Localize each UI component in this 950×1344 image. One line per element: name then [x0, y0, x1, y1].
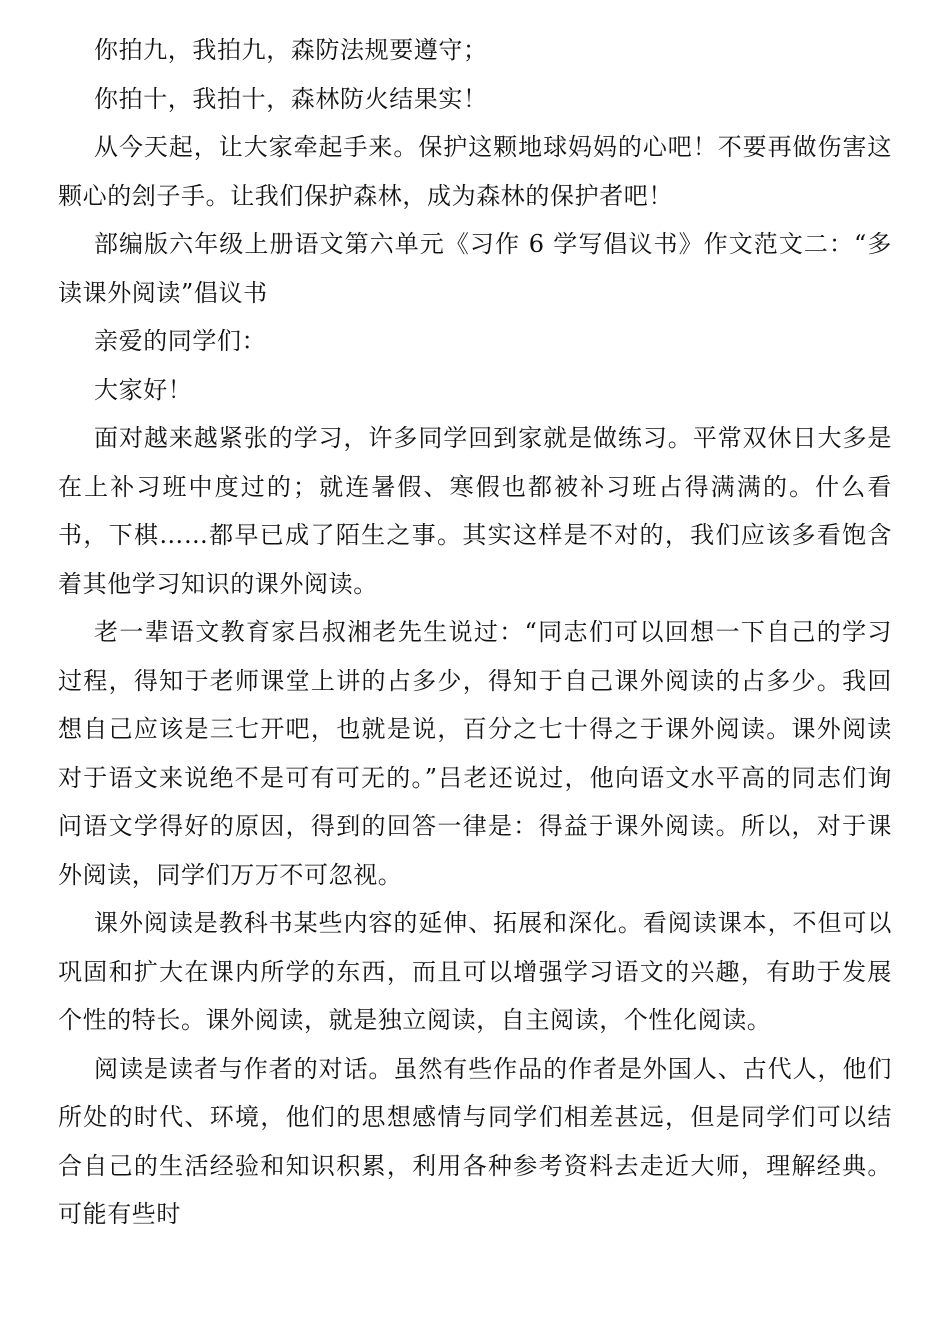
paragraph-7: 面对越来越紧张的学习，许多同学回到家就是做练习。平常双休日大多是在上补习班中度过的；就连暑假、寒假也都被补习班占得满满的。什么看书，下棋……都早已成了陌生之事。其实这样是不对的，我们应该多看饱含着其他学习知识的课外阅读。	[58, 424, 892, 598]
paragraph-1: 你拍九，我拍九，森防法规要遵守；	[94, 36, 488, 64]
paragraph-6-greeting: 大家好！	[94, 375, 193, 404]
paragraph-5-salutation: 亲爱的同学们：	[94, 327, 267, 355]
paragraph-8: 老一辈语文教育家吕叔湘老先生说过：“同志们可以回想一下自己的学习过程，得知于老师课堂上讲的占多少，得知于自己课外阅读的占多少。我回想自己应该是三七开吧，也就是说，百分之七十得之于课外阅读。课外阅读对于语文来说绝不是可有可无的。”吕老还说过，他向语文水平高的同志们询问语文学得好的原因，得到的回答一律是：得益于课外阅读。所以，对于课外阅读，同学们万万不可忽视。	[58, 618, 892, 889]
paragraph-4-heading: 部编版六年级上册语文第六单元《习作 6 学写倡议书》作文范文二：“多读课外阅读”倡议书	[58, 230, 892, 307]
document-page	[58, 26, 892, 1239]
paragraph-10: 阅读是读者与作者的对话。虽然有些作品的作者是外国人、古代人，他们所处的时代、环境，他们的思想感情与同学们相差甚远，但是同学们可以结合自己的生活经验和知识积累，利用各种参考资料去走近大师，理解经典。可能有些时	[58, 1054, 892, 1228]
paragraph-2: 你拍十，我拍十，森林防火结果实！	[94, 84, 488, 113]
paragraph-9: 课外阅读是教科书某些内容的延伸、拓展和深化。看阅读课本，不但可以巩固和扩大在课内所学的东西，而且可以增强学习语文的兴趣，有助于发展个性的特长。课外阅读，就是独立阅读，自主阅读，个性化阅读。	[58, 909, 892, 1034]
paragraph-3: 从今天起，让大家牵起手来。保护这颗地球妈妈的心吧！不要再做伤害这颗心的刽子手。让我们保护森林，成为森林的保护者吧！	[58, 133, 892, 210]
